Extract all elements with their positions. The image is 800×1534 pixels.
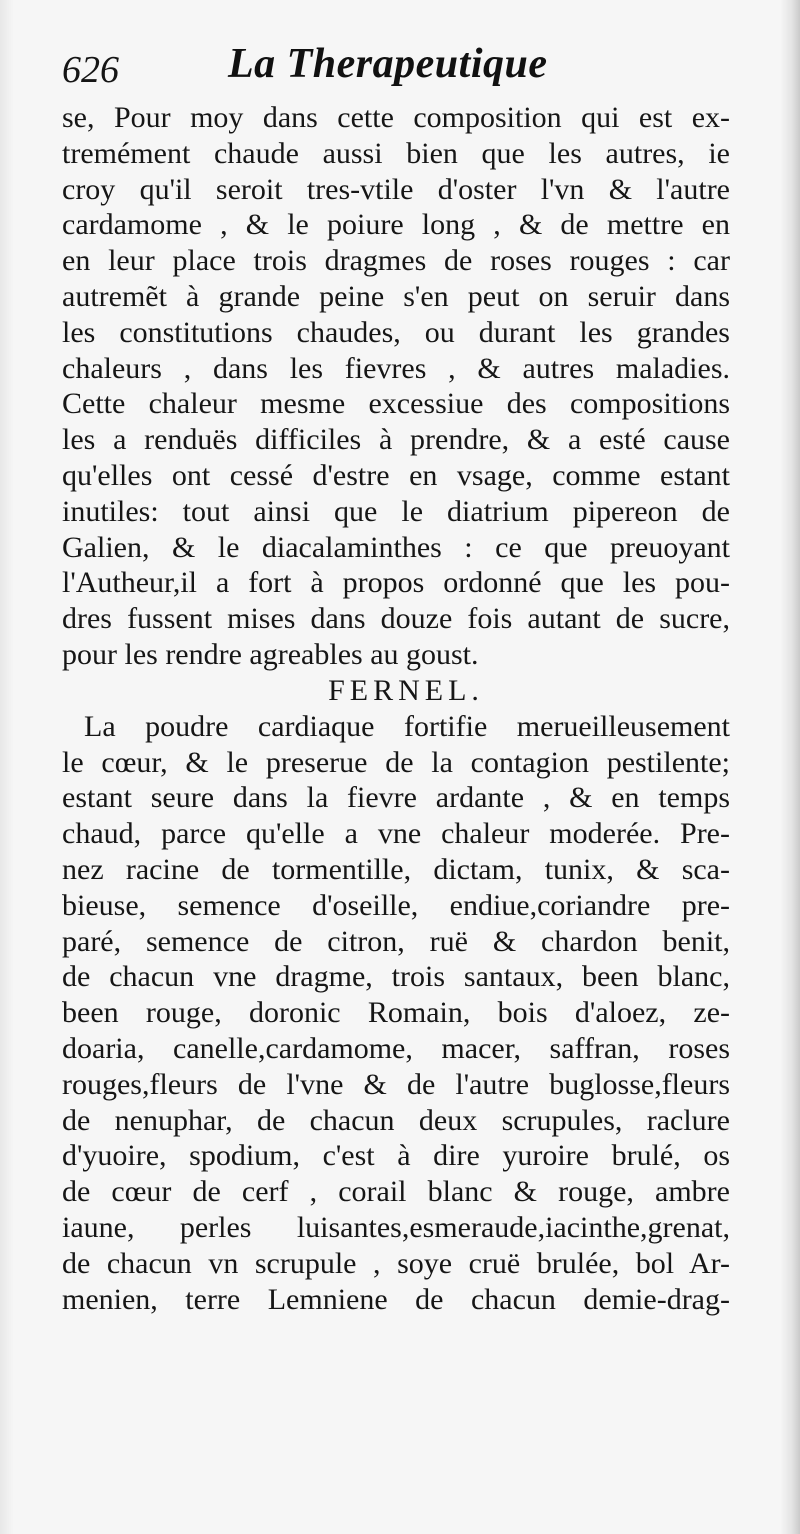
text-line: de cœur de cerf , corail blanc & rouge, ambre: [62, 1175, 730, 1209]
text-line: de chacun vne dragme, trois santaux, been blanc,: [62, 960, 730, 994]
page-header: [62, 40, 742, 100]
text-line: chaleurs , dans les fievres , & autres maladies.: [62, 351, 730, 385]
text-line: de chacun vn scrupule , soye cruë brulée, bol Ar-: [62, 1246, 730, 1280]
text-line: pour les rendre agreables au goust.: [62, 637, 479, 671]
text-line: se, Pour moy dans cette composition qui est ex-: [62, 101, 730, 134]
paragraph-1: [62, 100, 730, 673]
text-line: Cette chaleur mesme excessiue des compositions: [62, 387, 730, 421]
text-line: nez racine de tormentille, dictam, tunix, & sca-: [62, 852, 730, 886]
text-line: rouges,fleurs de l'vne & de l'autre buglosse,fleurs: [62, 1067, 730, 1101]
text-line: autremẽt à grande peine s'en peut on seruir dans: [62, 279, 730, 313]
text-line: les a renduës difficiles à prendre, & a esté cause: [62, 423, 730, 457]
text-line: inutiles: tout ainsi que le diatrium pipereon de: [62, 494, 730, 528]
text-line: cardamome , & le poiure long , & de mettre en: [62, 208, 730, 242]
text-line: de nenuphar, de chacun deux scrupules, raclure: [62, 1103, 730, 1137]
page-body: [62, 100, 730, 1317]
text-line: doaria, canelle,cardamome, macer, saffran, roses: [62, 1031, 730, 1065]
page-gutter-shadow: [0, 0, 14, 1534]
paragraph-2: [62, 709, 730, 1318]
page-edge-shadow: [780, 0, 800, 1534]
text-line: les constitutions chaudes, ou durant les grandes: [62, 315, 730, 349]
text-line: iaune, perles luisantes,esmeraude,iacinthe,grenat,: [62, 1210, 730, 1244]
text-line: d'yuoire, spodium, c'est à dire yuroire brulé, os: [62, 1139, 730, 1173]
text-line: l'Autheur,il a fort à propos ordonné que les pou-: [62, 566, 730, 600]
text-line: en leur place trois dragmes de roses rouges : car: [62, 244, 730, 278]
text-line: Galien, & le diacalaminthes : ce que preuoyant: [62, 530, 730, 564]
text-line: paré, semence de citron, ruë & chardon benit,: [62, 924, 730, 958]
text-line: bieuse, semence d'oseille, endiue,coriandre pre-: [62, 888, 730, 922]
page-number: 626: [62, 49, 119, 91]
text-line: le cœur, & le preserue de la contagion pestilente;: [62, 745, 730, 779]
text-line: estant seure dans la fievre ardante , & en temps: [62, 781, 730, 815]
text-line: La poudre cardiaque fortifie merueilleusement: [84, 709, 730, 743]
text-line: croy qu'il seroit tres-vtile d'oster l'vn & l'autre: [62, 172, 730, 206]
text-line: qu'elles ont cessé d'estre en vsage, comme estant: [62, 458, 730, 492]
running-title: La Therapeutique: [228, 41, 548, 87]
text-line: dres fussent mises dans douze fois autant de sucre,: [62, 602, 730, 636]
section-heading: FERNEL.: [328, 673, 484, 707]
text-line: menien, terre Lemniene de chacun demie-drag-: [62, 1282, 730, 1316]
text-line: chaud, parce qu'elle a vne chaleur moderée. Pre-: [62, 817, 730, 851]
text-line: tremément chaude aussi bien que les autres, ie: [62, 136, 730, 170]
text-line: been rouge, doronic Romain, bois d'aloez, ze-: [62, 996, 730, 1030]
